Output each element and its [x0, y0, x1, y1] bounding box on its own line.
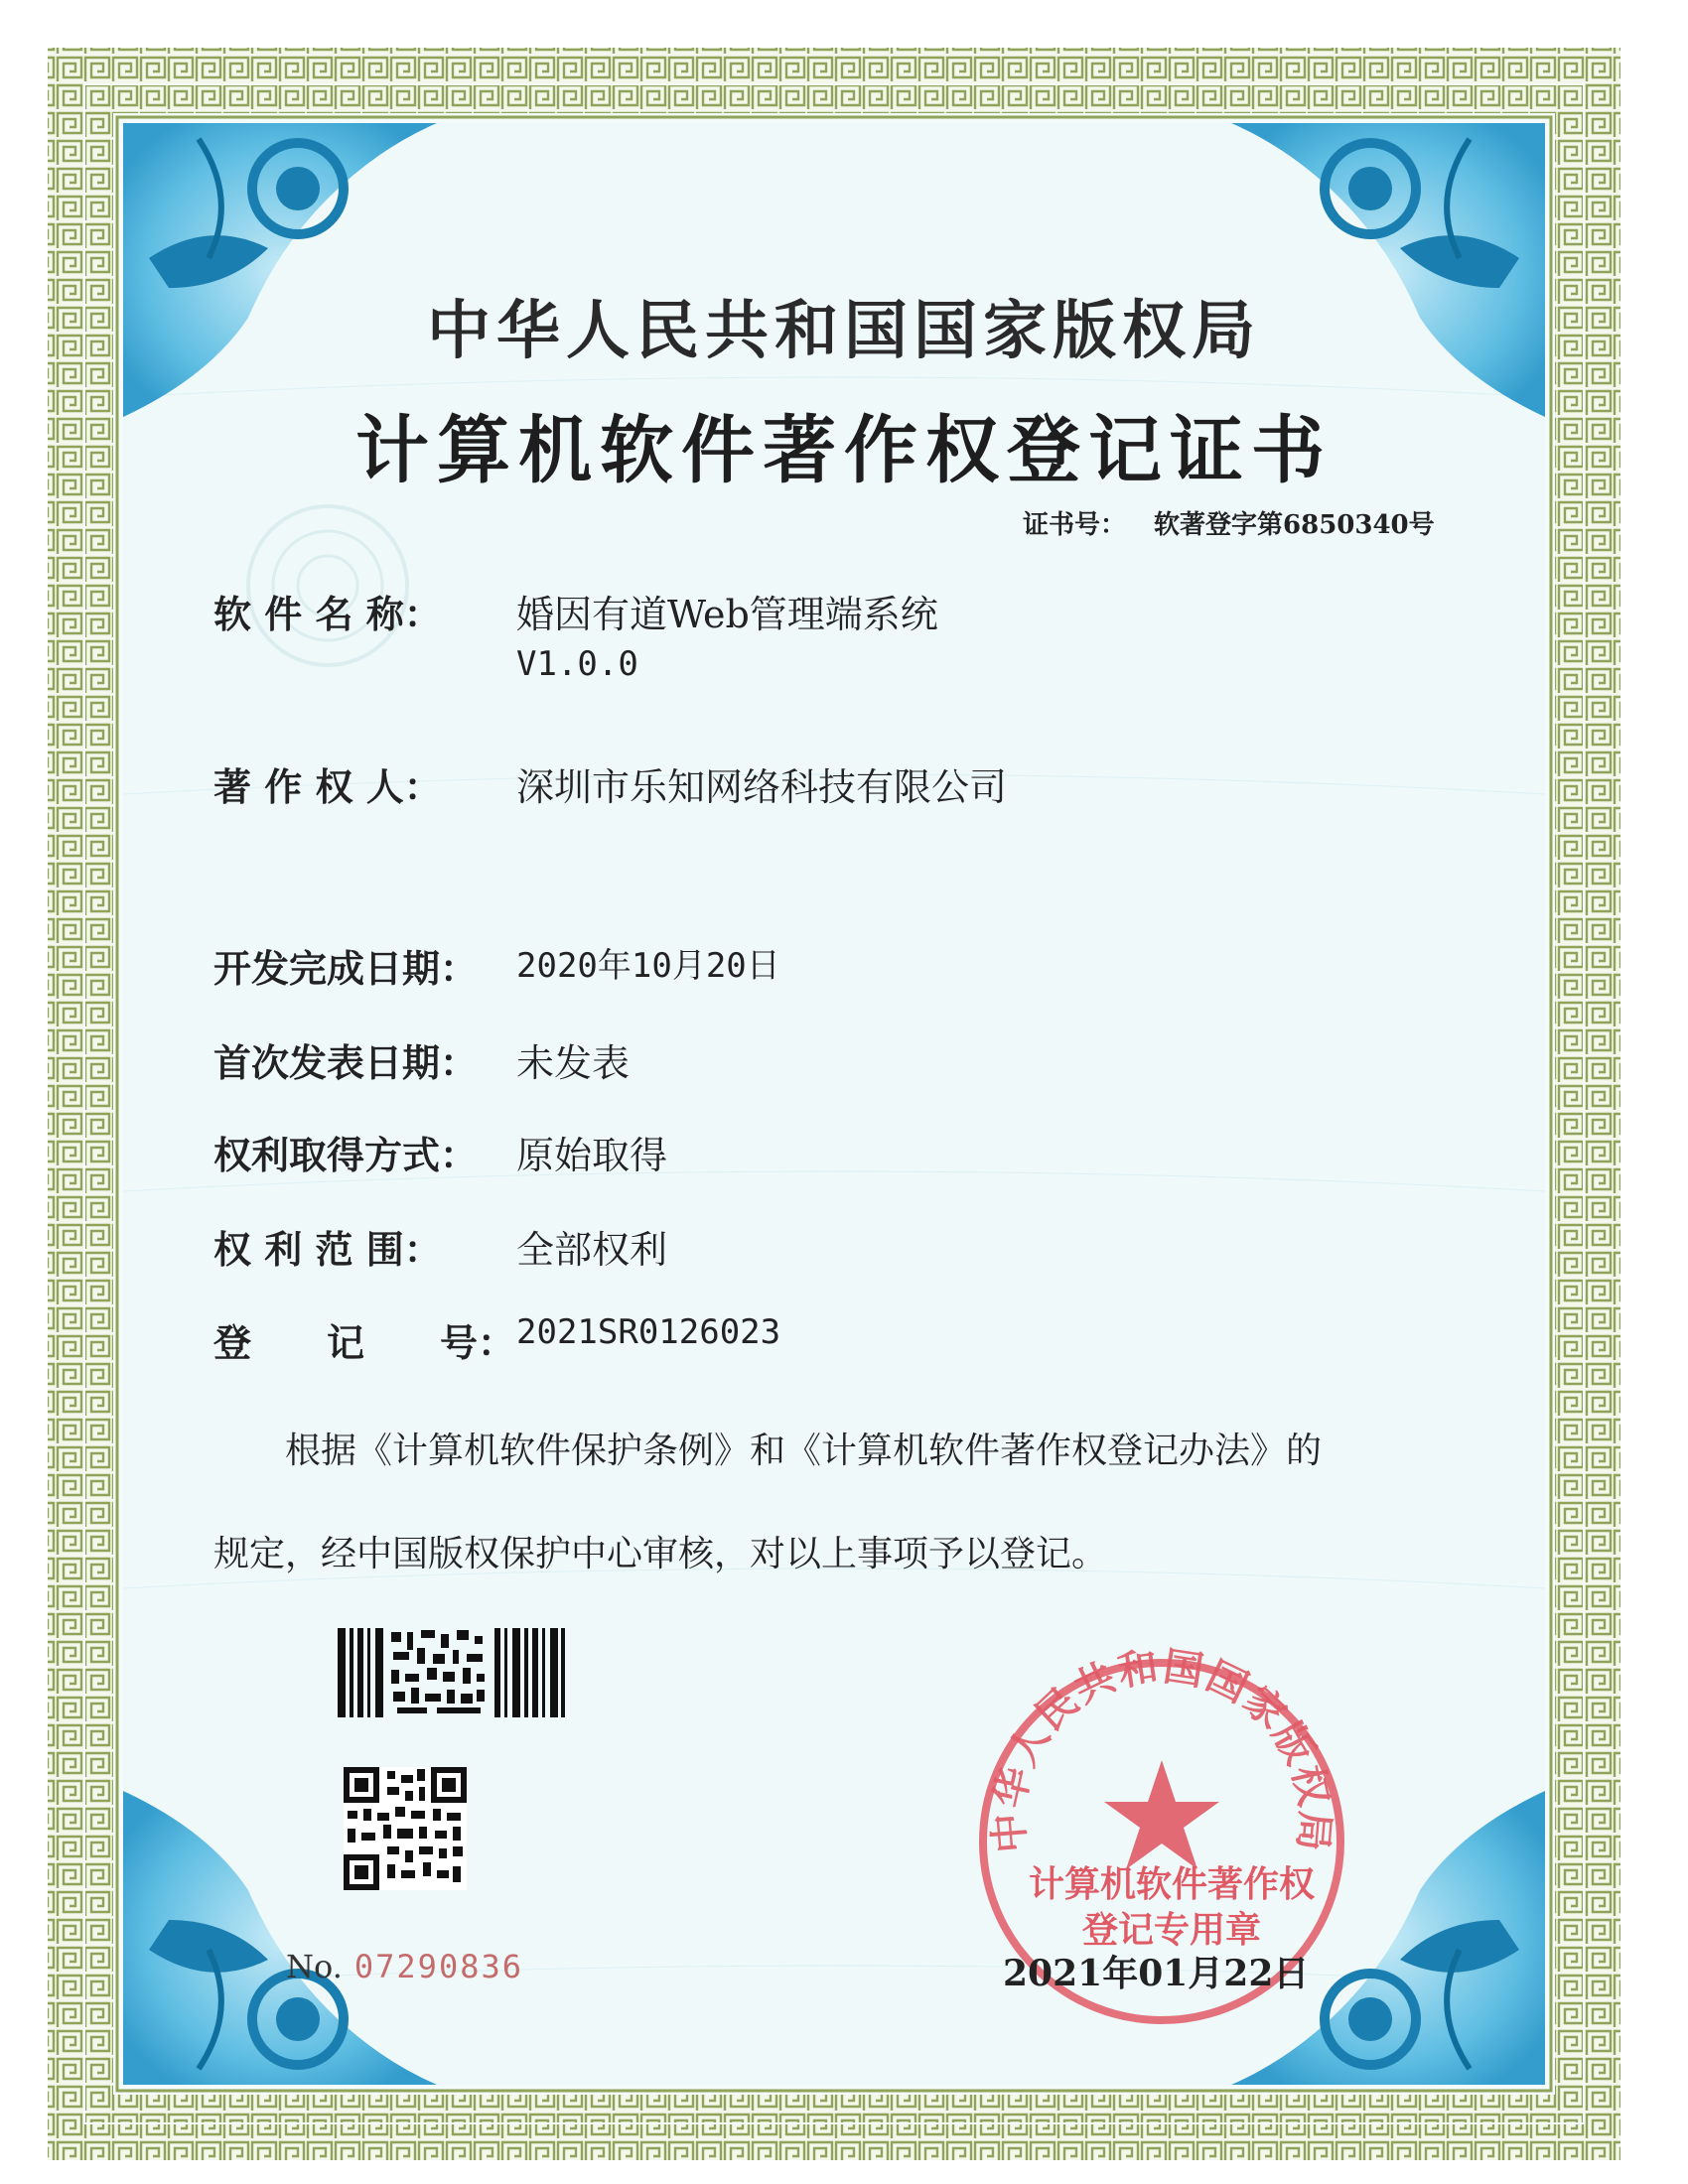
- barcode-icon: [338, 1628, 566, 1717]
- field-value: 深圳市乐知网络科技有限公司: [516, 765, 1008, 809]
- field-value: 全部权利: [516, 1228, 668, 1272]
- field-label: 权 利 范 围：: [213, 1227, 442, 1272]
- seal-line-1: 计算机软件著作权: [1028, 1863, 1315, 1905]
- field-label: 软 件 名 称：: [213, 592, 442, 636]
- certificate-number: [1023, 504, 1463, 541]
- serial-prefix: No.: [286, 1948, 343, 1985]
- field-label: 首次发表日期：: [213, 1040, 479, 1085]
- serial-number: [286, 1948, 523, 1985]
- issue-date: 2021年01月22日: [1003, 1953, 1310, 1994]
- statement-paragraph: [213, 1400, 1475, 1606]
- certificate-title: 计算机软件著作权登记证书: [355, 408, 1333, 493]
- statement-line-1: 根据《计算机软件保护条例》和《计算机软件著作权登记办法》的: [285, 1431, 1323, 1471]
- field-value: 未发表: [516, 1041, 631, 1085]
- seal-line-2: 登记专用章: [1081, 1909, 1261, 1951]
- seal-ring-text: 中华人民共和国国家版权局: [984, 1643, 1339, 1855]
- qr-code-icon: [344, 1767, 467, 1890]
- field-label: 权利取得方式：: [213, 1133, 479, 1177]
- field-label: 著 作 权 人：: [213, 764, 442, 809]
- field-value: 原始取得: [516, 1134, 668, 1177]
- field-label: 开发完成日期：: [213, 946, 479, 991]
- field-value: 2021SR0126023: [516, 1312, 781, 1352]
- field-label: 登 记 号：: [213, 1320, 516, 1365]
- field-value: [516, 584, 1509, 684]
- certificate-number-label: 证书号：: [1023, 510, 1127, 540]
- certificate-number-value: 软著登字第6850340号: [1154, 510, 1435, 540]
- authority-title: 中华人民共和国国家版权局: [427, 294, 1261, 368]
- statement-line-2: 规定，经中国版权保护中心审核，对以上事项予以登记。: [213, 1534, 1108, 1574]
- field-value: 2020年10月20日: [516, 946, 780, 986]
- software-name: 婚因有道Web管理端系统: [516, 593, 938, 636]
- serial-value: 07290836: [353, 1948, 523, 1985]
- software-version: V1.0.0: [516, 644, 638, 684]
